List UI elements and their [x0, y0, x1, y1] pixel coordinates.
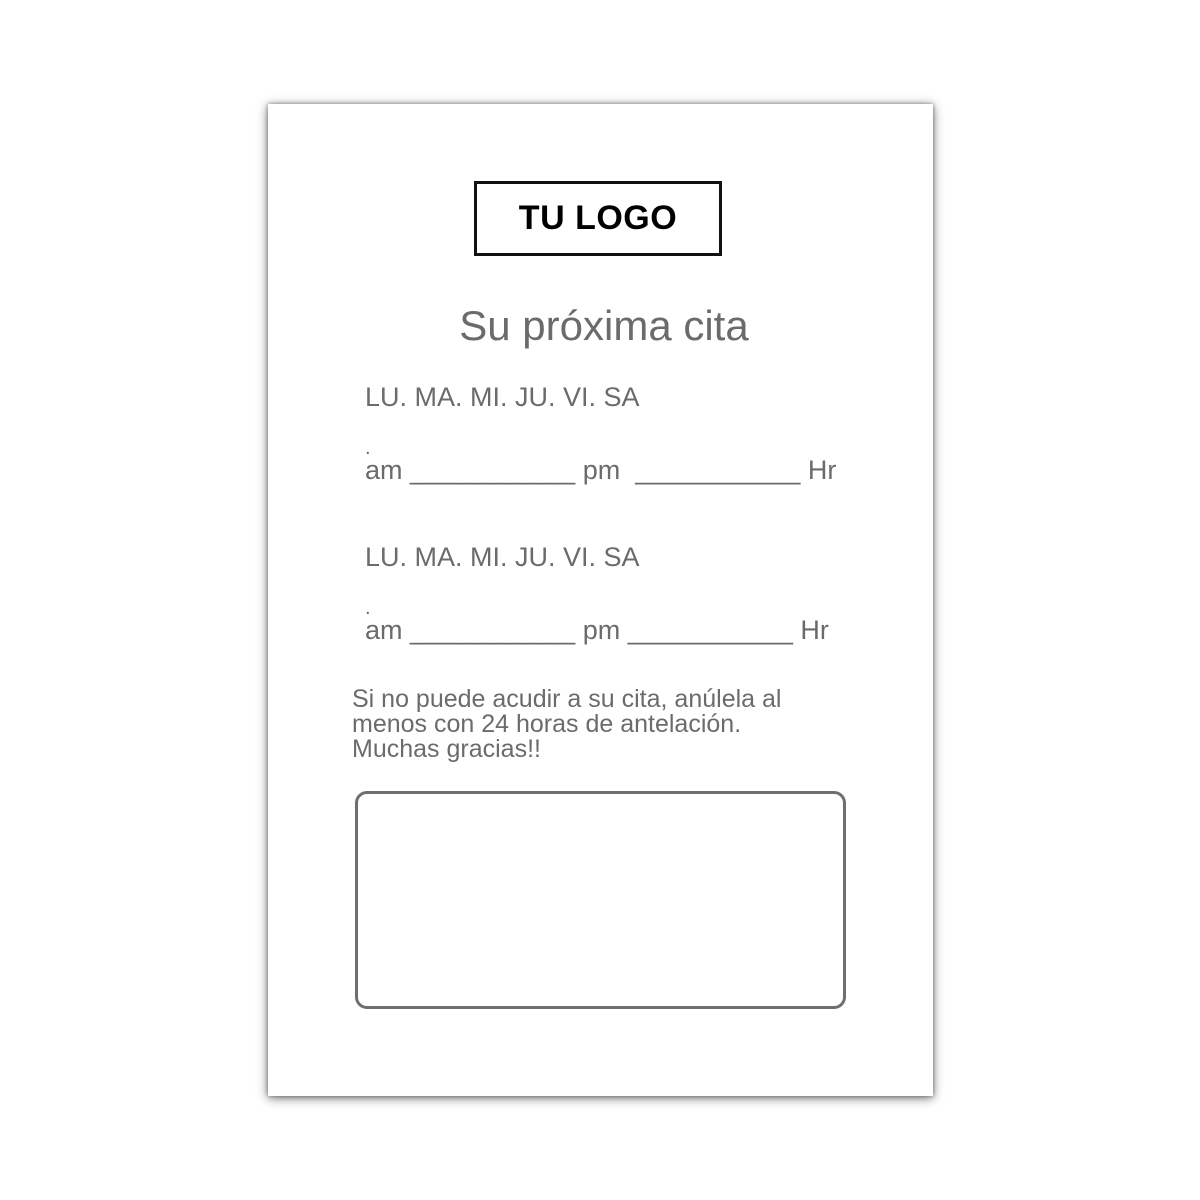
time-line-1: am ___________ pm ___________ Hr [365, 455, 837, 485]
weekday-options-1: LU. MA. MI. JU. VI. SA [365, 382, 640, 412]
appointment-card [268, 104, 933, 1096]
dot-mark-2: . [365, 597, 371, 619]
logo-placeholder [474, 181, 722, 256]
stamp-box [355, 791, 846, 1009]
weekday-options-2: LU. MA. MI. JU. VI. SA [365, 542, 640, 572]
card-title: Su próxima cita [459, 302, 749, 349]
cancellation-note [352, 687, 832, 762]
note-line-2: menos con 24 horas de antelación. [352, 710, 742, 738]
logo-text: TU LOGO [518, 199, 678, 237]
dot-mark-1: . [365, 437, 371, 459]
time-line-2: am ___________ pm ___________ Hr [365, 615, 829, 645]
note-line-3: Muchas gracias!! [352, 735, 541, 763]
note-line-1: Si no puede acudir a su cita, anúlela al [352, 685, 782, 713]
